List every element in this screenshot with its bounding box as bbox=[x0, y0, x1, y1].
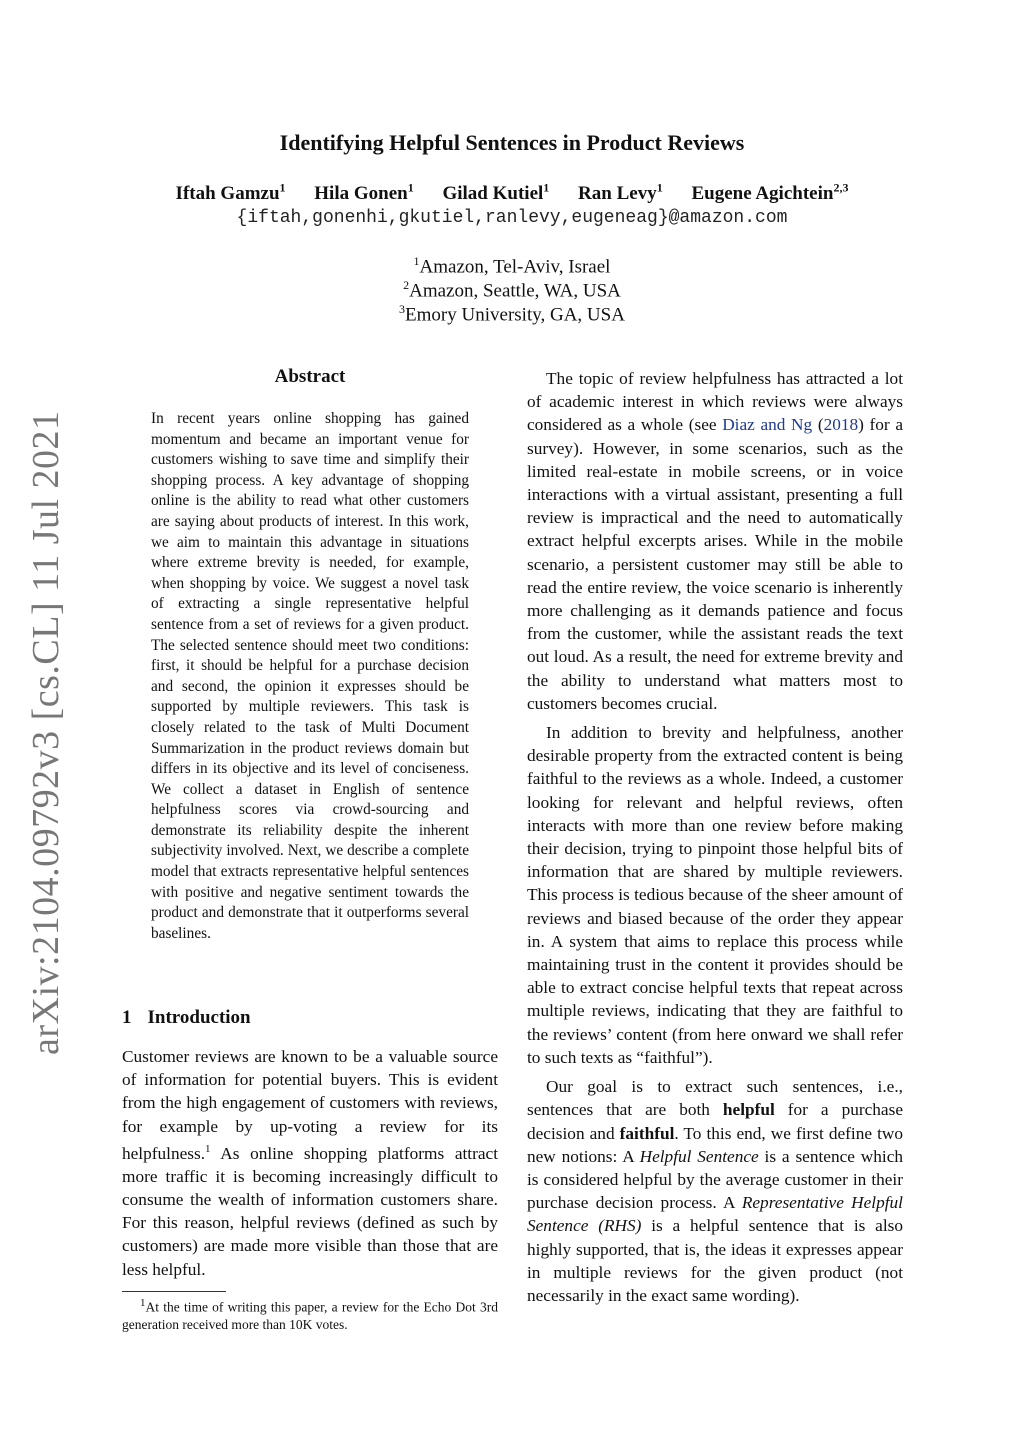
affiliation-1: $^1$Amazon, Tel-Aviv, Israel bbox=[413, 254, 611, 278]
author-2: Hila Gonen$^1$ bbox=[314, 181, 414, 205]
right-column bbox=[527, 367, 903, 1313]
author-emails: {iftah,gonenhi,gkutiel,ranlevy,eugeneag}@amazon.com bbox=[236, 208, 788, 228]
citation-link-year[interactable]: 2018 bbox=[823, 415, 859, 435]
abstract-heading: Abstract bbox=[274, 366, 346, 387]
body-paragraph-1: The topic of review helpfulness has attracted a lot of academic interest in which reviews were always considered as a whole (see Diaz and Ng (2018) for a survey). However, in some scenarios, such as the limited real-estate in mobile screens, or in voice interactions with a virtual assistant, presenting a full review is impractical and the need to automatically extract helpful excerpts arises. While in the mobile scenario, a persistent customer may still be able to read the entire review, the voice scenario is inherently more challenging as it demands patience and focus from the customer, while the assistant reads the text out loud. As a result, the need for extreme brevity and the ability to understand what matters most to customers becomes crucial. bbox=[527, 369, 904, 713]
footnote-1: $^1$At the time of writing this paper, a review for the Echo Dot 3rd generation received more than 10K votes. bbox=[122, 1297, 498, 1332]
introduction-paragraph: Customer reviews are known to be a valuable source of information for potential buyers. This is evident from the high engagement of customers with reviews, for example by up-voting a review for its helpfulness.$^1$ As online shopping platforms attract more traffic it is becoming increasingly difficult to consume the wealth of information customers share. For this reason, helpful reviews (defined as such by customers) are made more visible than those that are less helpful. bbox=[122, 1047, 498, 1279]
author-1: Iftah Gamzu$^1$ bbox=[175, 181, 286, 205]
arxiv-identifier: arXiv:2104.09792v3 [cs.CL] 11 Jul 2021 bbox=[25, 410, 67, 1055]
author-4: Ran Levy$^1$ bbox=[578, 181, 663, 205]
body-paragraph-2: In addition to brevity and helpfulness, another desirable property from the extracted content is being faithful to the reviews as a whole. Indeed, a customer looking for relevant and helpful reviews, often interacts with more than one review before making their decision, trying to pinpoint those helpful bits of information that are shared by multiple reviewers. This process is tedious because of the sheer amount of reviews and biased because of the order they appear in. A system that aims to replace this process while maintaining trust in the content it provides should be able to extract concise helpful texts that repeat across multiple reviews, indicating that they are faithful to the reviews’ content (from here onward we shall refer to such texts as “faithful”). bbox=[527, 723, 903, 1067]
author-list bbox=[0, 181, 1024, 205]
footnote-marker: 1 bbox=[205, 1142, 211, 1155]
affiliation-3: $^3$Emory University, GA, USA bbox=[399, 302, 625, 326]
author-5: Eugene Agichtein$^{2,3}$ bbox=[691, 181, 849, 205]
paper-title: Identifying Helpful Sentences in Product Reviews bbox=[279, 130, 745, 155]
affiliation-2: $^2$Amazon, Seattle, WA, USA bbox=[403, 278, 621, 302]
author-3: Gilad Kutiel$^1$ bbox=[442, 181, 550, 205]
body-paragraph-3: Our goal is to extract such sentences, i.e., sentences that are both helpful for a purchase decision and faithful. To this end, we first define two new notions: A Helpful Sentence is a sentence which is considered helpful by the average customer in their purchase decision process. A Representative Helpful Sentence (RHS) is a helpful sentence that is also highly supported, that is, the ideas it expresses appear in multiple reviews for the given product (not necessarily in the exact same wording). bbox=[527, 1077, 904, 1305]
citation-link-author[interactable]: Diaz and Ng bbox=[722, 415, 813, 435]
section-heading-introduction: 1 Introduction bbox=[122, 1007, 251, 1028]
abstract-body: In recent years online shopping has gained momentum and became an important venue for customers wishing to save time and simplify their shopping process. A key advantage of shopping online is the ability to read what other customers are saying about products of interest. In this work, we aim to maintain this advantage in situations where extreme brevity is needed, for example, when shopping by voice. We suggest a novel task of extracting a single representative helpful sentence from a set of reviews for a given product. The selected sentence should meet two conditions: first, it should be helpful for a purchase decision and second, the opinion it expresses should be supported by multiple reviewers. This task is closely related to the task of Multi Document Summarization in the product reviews domain but differs in its objective and its level of conciseness. We collect a dataset in English of sentence helpfulness scores via crowd-sourcing and demonstrate its reliability despite the inherent subjectivity involved. Next, we describe a complete model that extracts representative helpful sentences with positive and negative sentiment towards the product and demonstrate that it outperforms several baselines. bbox=[151, 410, 469, 942]
footnote-divider bbox=[122, 1291, 226, 1292]
